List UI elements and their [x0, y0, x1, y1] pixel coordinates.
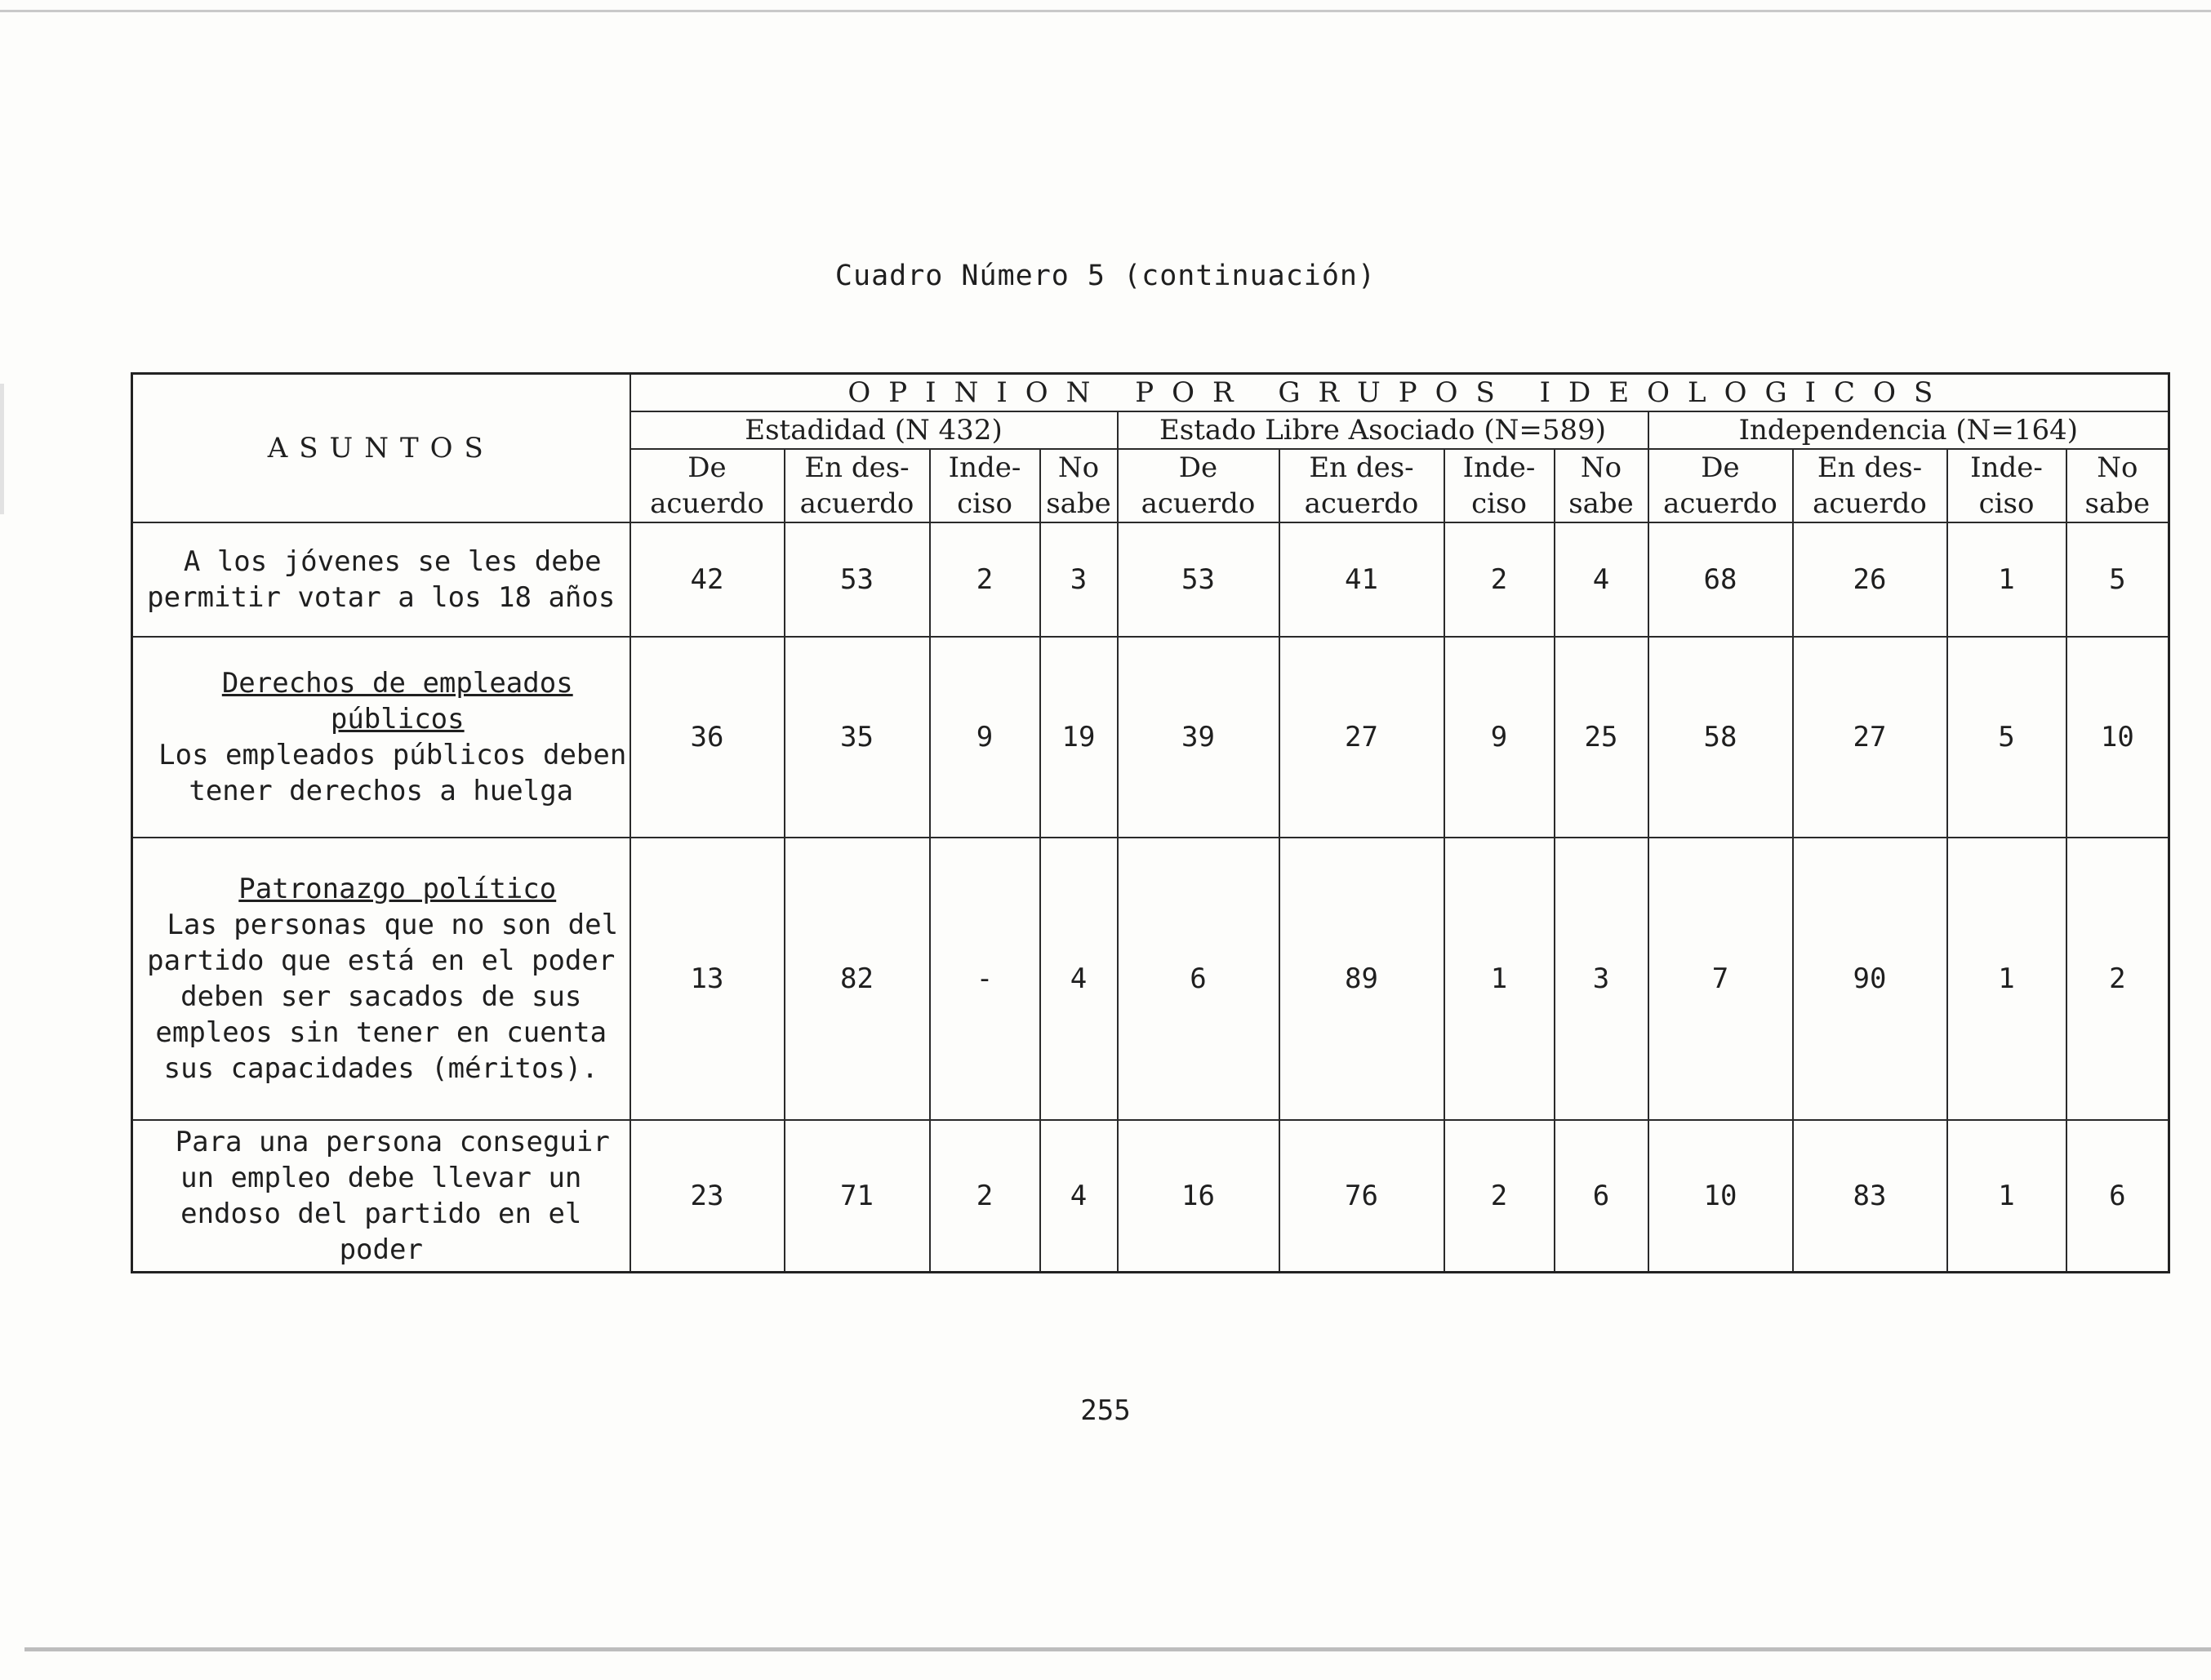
column-header-line: Inde- — [1970, 451, 2043, 484]
column-header — [1793, 449, 1947, 522]
opinion-table — [131, 372, 2170, 1273]
issue-text: Los empleados públicos deben tener derechos a huelga — [158, 739, 627, 807]
value-cell: 89 — [1279, 838, 1444, 1120]
value-cell: 6 — [1118, 838, 1279, 1120]
column-header-line: acuerdo — [799, 487, 914, 520]
column-header-line: sabe — [2084, 487, 2151, 520]
column-header-line: sabe — [1046, 487, 1111, 520]
scan-edge-left — [0, 384, 4, 514]
page-title: Cuadro Número 5 (continuación) — [834, 260, 1377, 292]
value-cell: 1 — [1947, 522, 2066, 637]
column-header — [930, 449, 1040, 522]
top-header: OPINION POR GRUPOS IDEOLOGICOS — [630, 374, 2169, 412]
table-row — [132, 838, 2169, 1120]
column-header-line: acuerdo — [1813, 487, 1927, 520]
value-cell: 4 — [1555, 522, 1648, 637]
issue-cell — [132, 838, 630, 1120]
column-header-line: En des- — [1309, 451, 1414, 484]
group-header: Independencia (N=164) — [1648, 411, 2169, 449]
value-cell: 27 — [1793, 637, 1947, 838]
issue-heading: Derechos de empleados públicos — [221, 667, 573, 736]
table-row — [132, 637, 2169, 838]
column-header-line: acuerdo — [1141, 487, 1256, 520]
value-cell: 41 — [1279, 522, 1444, 637]
value-cell: 1 — [1444, 838, 1555, 1120]
value-cell: 83 — [1793, 1120, 1947, 1272]
column-header-line: acuerdo — [1304, 487, 1419, 520]
column-header-line: De — [1178, 451, 1218, 484]
column-header-line: En des- — [1817, 451, 1923, 484]
column-header-line: acuerdo — [650, 487, 764, 520]
value-cell: 90 — [1793, 838, 1947, 1120]
column-header-line: ciso — [1471, 487, 1527, 520]
value-cell: 4 — [1040, 838, 1118, 1120]
value-cell: 27 — [1279, 637, 1444, 838]
value-cell: 58 — [1648, 637, 1793, 838]
table-row — [132, 1120, 2169, 1272]
value-cell: 1 — [1947, 1120, 2066, 1272]
value-cell: 26 — [1793, 522, 1947, 637]
column-header-line: No — [1580, 451, 1622, 484]
value-cell: 68 — [1648, 522, 1793, 637]
value-cell: 35 — [785, 637, 930, 838]
value-cell: 2 — [930, 522, 1040, 637]
column-header — [1040, 449, 1118, 522]
value-cell: 2 — [1444, 1120, 1555, 1272]
scan-edge-top — [0, 10, 2211, 12]
column-header-line: En des- — [804, 451, 910, 484]
column-header-line: No — [2097, 451, 2138, 484]
scan-edge-bottom — [24, 1647, 2211, 1651]
column-header-line: Inde- — [948, 451, 1021, 484]
column-header — [785, 449, 930, 522]
value-cell: 16 — [1118, 1120, 1279, 1272]
value-cell: 9 — [1444, 637, 1555, 838]
issue-text: Para una persona conseguir un empleo debe llevar un endoso del partido en el poder — [175, 1125, 610, 1266]
value-cell: 71 — [785, 1120, 930, 1272]
column-header-line: sabe — [1568, 487, 1634, 520]
value-cell: 76 — [1279, 1120, 1444, 1272]
value-cell: 39 — [1118, 637, 1279, 838]
value-cell: 10 — [1648, 1120, 1793, 1272]
corner-header: ASUNTOS — [132, 374, 630, 523]
value-cell: 4 — [1040, 1120, 1118, 1272]
column-header-line: De — [687, 451, 727, 484]
value-cell: 13 — [630, 838, 785, 1120]
column-header-line: Inde- — [1462, 451, 1536, 484]
page-number: 255 — [1080, 1394, 1131, 1427]
column-header — [1279, 449, 1444, 522]
column-header — [1118, 449, 1279, 522]
value-cell: 5 — [2066, 522, 2169, 637]
value-cell: 5 — [1947, 637, 2066, 838]
issue-text: Las personas que no son del partido que está en el poder deben ser sacados de sus empleos sin tener en cuenta sus capacidades (méritos). — [147, 909, 619, 1085]
value-cell: 7 — [1648, 838, 1793, 1120]
value-cell: 2 — [2066, 838, 2169, 1120]
column-header — [2066, 449, 2169, 522]
value-cell: - — [930, 838, 1040, 1120]
table-row — [132, 522, 2169, 637]
value-cell: 36 — [630, 637, 785, 838]
group-header: Estado Libre Asociado (N=589) — [1118, 411, 1648, 449]
column-header — [1555, 449, 1648, 522]
column-header — [1947, 449, 2066, 522]
value-cell: 23 — [630, 1120, 785, 1272]
issue-cell — [132, 637, 630, 838]
value-cell: 9 — [930, 637, 1040, 838]
column-header — [1444, 449, 1555, 522]
value-cell: 19 — [1040, 637, 1118, 838]
issue-heading: Patronazgo político — [238, 873, 557, 905]
value-cell: 2 — [930, 1120, 1040, 1272]
value-cell: 3 — [1040, 522, 1118, 637]
value-cell: 6 — [2066, 1120, 2169, 1272]
issue-text: A los jóvenes se les debe permitir votar a los 18 años — [147, 545, 616, 614]
value-cell: 3 — [1555, 838, 1648, 1120]
column-header-line: ciso — [1978, 487, 2035, 520]
column-header-line: acuerdo — [1663, 487, 1777, 520]
column-header — [1648, 449, 1793, 522]
value-cell: 53 — [785, 522, 930, 637]
value-cell: 6 — [1555, 1120, 1648, 1272]
value-cell: 42 — [630, 522, 785, 637]
value-cell: 1 — [1947, 838, 2066, 1120]
value-cell: 53 — [1118, 522, 1279, 637]
issue-cell — [132, 522, 630, 637]
value-cell: 82 — [785, 838, 930, 1120]
value-cell: 25 — [1555, 637, 1648, 838]
column-header-line: No — [1057, 451, 1100, 484]
value-cell: 10 — [2066, 637, 2169, 838]
issue-cell — [132, 1120, 630, 1272]
column-header — [630, 449, 785, 522]
column-header-line: De — [1701, 451, 1740, 484]
group-header: Estadidad (N 432) — [630, 411, 1118, 449]
column-header-line: ciso — [957, 487, 1012, 520]
value-cell: 2 — [1444, 522, 1555, 637]
